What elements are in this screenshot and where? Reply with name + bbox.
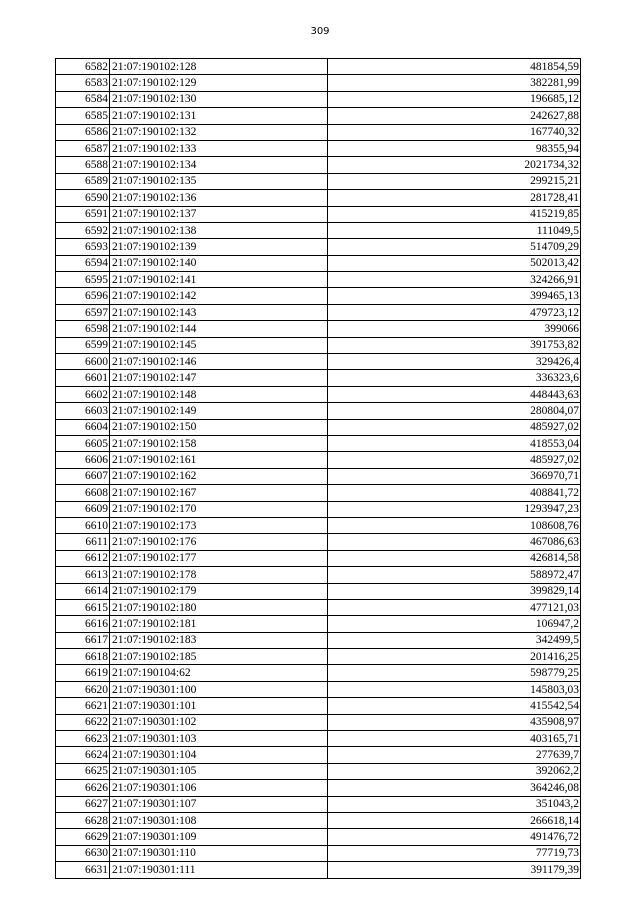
table-row <box>56 550 581 566</box>
cadastral-value: 448443,63 <box>328 386 581 402</box>
table-row <box>56 108 581 124</box>
cadastral-number: 21:07:190102:134 <box>110 157 328 173</box>
table-row <box>56 91 581 107</box>
row-number: 6613 <box>56 567 110 583</box>
cadastral-number: 21:07:190102:180 <box>110 599 328 615</box>
row-number: 6600 <box>56 354 110 370</box>
table-row <box>56 714 581 730</box>
table-row <box>56 517 581 533</box>
cadastral-number: 21:07:190102:176 <box>110 534 328 550</box>
table-row <box>56 796 581 812</box>
cadastral-value: 364246,08 <box>328 780 581 796</box>
row-number: 6625 <box>56 763 110 779</box>
table-row <box>56 321 581 337</box>
row-number: 6607 <box>56 468 110 484</box>
row-number: 6589 <box>56 173 110 189</box>
cadastral-value: 2021734,32 <box>328 157 581 173</box>
cadastral-value: 351043,2 <box>328 796 581 812</box>
table-row <box>56 206 581 222</box>
row-number: 6619 <box>56 665 110 681</box>
cadastral-value: 491476,72 <box>328 829 581 845</box>
cadastral-number: 21:07:190102:179 <box>110 583 328 599</box>
cadastral-number: 21:07:190102:137 <box>110 206 328 222</box>
cadastral-value: 485927,02 <box>328 452 581 468</box>
cadastral-value: 418553,04 <box>328 435 581 451</box>
cadastral-value: 108608,76 <box>328 517 581 533</box>
cadastral-number: 21:07:190102:161 <box>110 452 328 468</box>
row-number: 6618 <box>56 649 110 665</box>
row-number: 6612 <box>56 550 110 566</box>
table-row <box>56 747 581 763</box>
cadastral-number: 21:07:190102:183 <box>110 632 328 648</box>
row-number: 6621 <box>56 698 110 714</box>
row-number: 6624 <box>56 747 110 763</box>
table-row <box>56 288 581 304</box>
table-row <box>56 583 581 599</box>
table-row <box>56 845 581 861</box>
cadastral-number: 21:07:190102:145 <box>110 337 328 353</box>
cadastral-value: 336323,6 <box>328 370 581 386</box>
cadastral-value: 277639,7 <box>328 747 581 763</box>
cadastral-value: 366970,71 <box>328 468 581 484</box>
cadastral-value: 514709,29 <box>328 239 581 255</box>
cadastral-value: 281728,41 <box>328 190 581 206</box>
row-number: 6608 <box>56 485 110 501</box>
table-row <box>56 616 581 632</box>
row-number: 6603 <box>56 403 110 419</box>
row-number: 6627 <box>56 796 110 812</box>
cadastral-value: 392062,2 <box>328 763 581 779</box>
row-number: 6623 <box>56 731 110 747</box>
row-number: 6609 <box>56 501 110 517</box>
table-row <box>56 190 581 206</box>
cadastral-number: 21:07:190102:150 <box>110 419 328 435</box>
cadastral-number: 21:07:190301:108 <box>110 812 328 828</box>
table-row <box>56 501 581 517</box>
row-number: 6594 <box>56 255 110 271</box>
row-number: 6602 <box>56 386 110 402</box>
table-row <box>56 599 581 615</box>
table-row <box>56 337 581 353</box>
table-row <box>56 829 581 845</box>
cadastral-value: 1293947,23 <box>328 501 581 517</box>
row-number: 6616 <box>56 616 110 632</box>
row-number: 6617 <box>56 632 110 648</box>
table-row <box>56 534 581 550</box>
table-row <box>56 698 581 714</box>
row-number: 6588 <box>56 157 110 173</box>
row-number: 6583 <box>56 75 110 91</box>
table-row <box>56 468 581 484</box>
cadastral-number: 21:07:190102:132 <box>110 124 328 140</box>
row-number: 6591 <box>56 206 110 222</box>
cadastral-number: 21:07:190102:177 <box>110 550 328 566</box>
row-number: 6598 <box>56 321 110 337</box>
row-number: 6585 <box>56 108 110 124</box>
table-row <box>56 435 581 451</box>
table-row <box>56 452 581 468</box>
page-number: 309 <box>310 26 330 37</box>
table-row <box>56 59 581 75</box>
cadastral-number: 21:07:190102:138 <box>110 222 328 238</box>
cadastral-value: 479723,12 <box>328 304 581 320</box>
table-row <box>56 239 581 255</box>
row-number: 6599 <box>56 337 110 353</box>
row-number: 6622 <box>56 714 110 730</box>
cadastral-number: 21:07:190102:128 <box>110 59 328 75</box>
cadastral-number: 21:07:190102:142 <box>110 288 328 304</box>
cadastral-value: 403165,71 <box>328 731 581 747</box>
cadastral-number: 21:07:190102:135 <box>110 173 328 189</box>
table-row <box>56 731 581 747</box>
table-row <box>56 419 581 435</box>
table-row <box>56 649 581 665</box>
row-number: 6628 <box>56 812 110 828</box>
row-number: 6584 <box>56 91 110 107</box>
row-number: 6593 <box>56 239 110 255</box>
table-row <box>56 222 581 238</box>
cadastral-value: 588972,47 <box>328 567 581 583</box>
cadastral-number: 21:07:190301:104 <box>110 747 328 763</box>
cadastral-number: 21:07:190102:147 <box>110 370 328 386</box>
cadastral-number: 21:07:190102:170 <box>110 501 328 517</box>
cadastral-value: 106947,2 <box>328 616 581 632</box>
row-number: 6587 <box>56 140 110 156</box>
table-row <box>56 632 581 648</box>
row-number: 6606 <box>56 452 110 468</box>
cadastral-value: 502013,42 <box>328 255 581 271</box>
table-row <box>56 255 581 271</box>
table-row <box>56 780 581 796</box>
cadastral-value: 485927,02 <box>328 419 581 435</box>
row-number: 6614 <box>56 583 110 599</box>
table-row <box>56 681 581 697</box>
cadastral-number: 21:07:190301:105 <box>110 763 328 779</box>
cadastral-number: 21:07:190102:130 <box>110 91 328 107</box>
table-row <box>56 403 581 419</box>
row-number: 6592 <box>56 222 110 238</box>
cadastral-value: 399066 <box>328 321 581 337</box>
table-row <box>56 665 581 681</box>
cadastral-number: 21:07:190102:129 <box>110 75 328 91</box>
table-body <box>56 59 581 879</box>
cadastral-number: 21:07:190102:185 <box>110 649 328 665</box>
cadastral-value: 342499,5 <box>328 632 581 648</box>
table-row <box>56 370 581 386</box>
cadastral-number: 21:07:190102:148 <box>110 386 328 402</box>
cadastral-number: 21:07:190102:144 <box>110 321 328 337</box>
row-number: 6604 <box>56 419 110 435</box>
table-row <box>56 272 581 288</box>
cadastral-value: 201416,25 <box>328 649 581 665</box>
cadastral-value: 111049,5 <box>328 222 581 238</box>
table-row <box>56 124 581 140</box>
cadastral-number: 21:07:190301:106 <box>110 780 328 796</box>
row-number: 6631 <box>56 862 110 878</box>
row-number: 6620 <box>56 681 110 697</box>
table-row <box>56 140 581 156</box>
table-row <box>56 354 581 370</box>
row-number: 6626 <box>56 780 110 796</box>
row-number: 6605 <box>56 435 110 451</box>
row-number: 6611 <box>56 534 110 550</box>
cadastral-number: 21:07:190102:141 <box>110 272 328 288</box>
cadastral-value: 481854,59 <box>328 59 581 75</box>
row-number: 6590 <box>56 190 110 206</box>
row-number: 6630 <box>56 845 110 861</box>
cadastral-number: 21:07:190102:167 <box>110 485 328 501</box>
cadastral-value: 329426,4 <box>328 354 581 370</box>
data-table <box>55 58 581 879</box>
cadastral-value: 266618,14 <box>328 812 581 828</box>
table-row <box>56 567 581 583</box>
cadastral-number: 21:07:190102:149 <box>110 403 328 419</box>
row-number: 6610 <box>56 517 110 533</box>
cadastral-value: 598779,25 <box>328 665 581 681</box>
cadastral-value: 415542,54 <box>328 698 581 714</box>
cadastral-value: 242627,88 <box>328 108 581 124</box>
cadastral-number: 21:07:190102:131 <box>110 108 328 124</box>
cadastral-number: 21:07:190102:143 <box>110 304 328 320</box>
cadastral-value: 399829,14 <box>328 583 581 599</box>
table-row <box>56 157 581 173</box>
cadastral-number: 21:07:190301:101 <box>110 698 328 714</box>
cadastral-number: 21:07:190301:109 <box>110 829 328 845</box>
cadastral-number: 21:07:190301:107 <box>110 796 328 812</box>
cadastral-value: 408841,72 <box>328 485 581 501</box>
row-number: 6595 <box>56 272 110 288</box>
cadastral-number: 21:07:190301:111 <box>110 862 328 878</box>
cadastral-value: 382281,99 <box>328 75 581 91</box>
cadastral-number: 21:07:190301:102 <box>110 714 328 730</box>
cadastral-value: 477121,03 <box>328 599 581 615</box>
table-row <box>56 485 581 501</box>
table-row <box>56 173 581 189</box>
table-row <box>56 386 581 402</box>
cadastral-number: 21:07:190102:139 <box>110 239 328 255</box>
cadastral-number: 21:07:190102:146 <box>110 354 328 370</box>
cadastral-number: 21:07:190104:62 <box>110 665 328 681</box>
cadastral-number: 21:07:190301:100 <box>110 681 328 697</box>
cadastral-number: 21:07:190301:110 <box>110 845 328 861</box>
row-number: 6586 <box>56 124 110 140</box>
cadastral-value: 196685,12 <box>328 91 581 107</box>
cadastral-value: 77719,73 <box>328 845 581 861</box>
cadastral-number: 21:07:190102:181 <box>110 616 328 632</box>
table-row <box>56 75 581 91</box>
cadastral-value: 426814,58 <box>328 550 581 566</box>
cadastral-value: 280804,07 <box>328 403 581 419</box>
cadastral-number: 21:07:190301:103 <box>110 731 328 747</box>
cadastral-value: 145803,03 <box>328 681 581 697</box>
cadastral-value: 435908,97 <box>328 714 581 730</box>
cadastral-number: 21:07:190102:178 <box>110 567 328 583</box>
cadastral-number: 21:07:190102:136 <box>110 190 328 206</box>
cadastral-value: 324266,91 <box>328 272 581 288</box>
cadastral-value: 167740,32 <box>328 124 581 140</box>
row-number: 6601 <box>56 370 110 386</box>
cadastral-value: 467086,63 <box>328 534 581 550</box>
cadastral-value: 299215,21 <box>328 173 581 189</box>
row-number: 6582 <box>56 59 110 75</box>
cadastral-value: 391179,39 <box>328 862 581 878</box>
row-number: 6596 <box>56 288 110 304</box>
table-row <box>56 304 581 320</box>
row-number: 6597 <box>56 304 110 320</box>
cadastral-number: 21:07:190102:173 <box>110 517 328 533</box>
cadastral-value: 415219,85 <box>328 206 581 222</box>
cadastral-number: 21:07:190102:140 <box>110 255 328 271</box>
cadastral-value: 399465,13 <box>328 288 581 304</box>
table-row <box>56 812 581 828</box>
table-row <box>56 763 581 779</box>
cadastral-number: 21:07:190102:133 <box>110 140 328 156</box>
row-number: 6615 <box>56 599 110 615</box>
row-number: 6629 <box>56 829 110 845</box>
cadastral-value: 98355,94 <box>328 140 581 156</box>
table-row <box>56 862 581 878</box>
cadastral-number: 21:07:190102:162 <box>110 468 328 484</box>
cadastral-value: 391753,82 <box>328 337 581 353</box>
cadastral-number: 21:07:190102:158 <box>110 435 328 451</box>
